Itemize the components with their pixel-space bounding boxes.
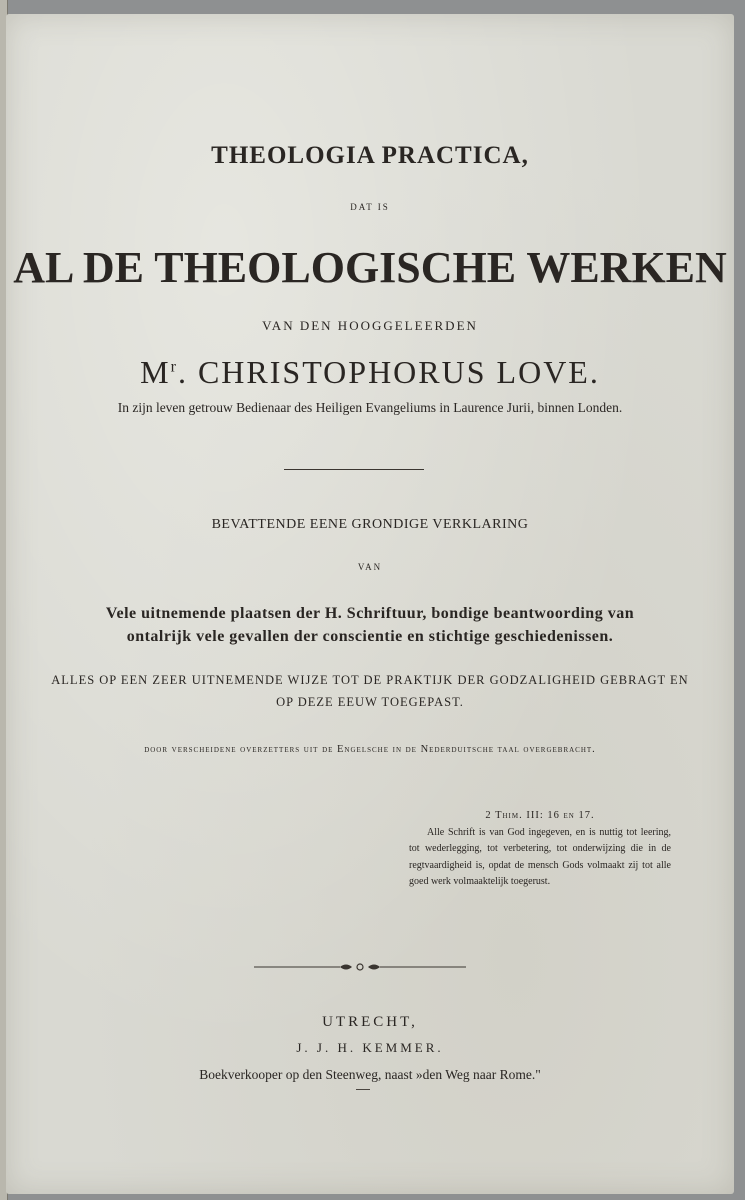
subtitle: VAN DEN HOOGGELEERDEN (262, 318, 478, 333)
closing-rule (356, 1089, 370, 1090)
contents-heading: BEVATTENDE EENE GRONDIGE VERKLARING (211, 517, 529, 532)
author-name: . CHRISTOPHORUS LOVE. (177, 354, 600, 390)
author-description: In zijn leven getrouw Bedienaar des Heiligen Evangeliums in Laurence Jurii, binnen Londen. (117, 400, 623, 415)
title-line-1: THEOLOGIA PRACTICA, (211, 142, 529, 169)
imprint-city: UTRECHT, (322, 1014, 418, 1030)
van-label: VAN (357, 562, 383, 572)
author-prefix: M (140, 354, 171, 390)
scripture-quote (409, 808, 671, 891)
bold-line-1: Vele uitnemende plaatsen der H. Schriftuur, bondige beantwoording van (105, 605, 635, 622)
caps-line-1: ALLES OP EEN ZEER UITNEMENDE WIJZE TOT DE PRAKTIJK DER GODZALIGHEID GEBRAGT EN (51, 673, 689, 687)
title-page (6, 14, 734, 1194)
divider-rule (284, 469, 424, 470)
title-line-2: DAT IS (350, 202, 390, 212)
translators-line: door verscheidene overzetters uit de Engelsche in de Nederduitsche taal overgebracht. (144, 744, 596, 755)
main-title: AL DE THEOLOGISCHE WERKEN (13, 243, 727, 292)
ornament-divider (254, 960, 466, 974)
imprint-publisher: J. J. H. KEMMER. (296, 1040, 444, 1055)
imprint-address: Boekverkooper op den Steenweg, naast »den Weg naar Rome." (199, 1067, 541, 1082)
quote-text: Alle Schrift is van God ingegeven, en is nuttig tot leering, tot wederlegging, tot verbetering, tot onderwijzing die in de regtvaardigheid is, opdat de mensch Gods volmaakt zij tot alle goed werk volmaaktelijk toegerust. (409, 826, 671, 887)
author-line (6, 354, 734, 391)
author-sup: r (170, 358, 178, 376)
caps-line-2: OP DEZE EEUW TOEGEPAST. (276, 695, 464, 709)
bold-line-2: ontalrijk vele gevallen der conscientie en stichtige geschiedenissen. (126, 628, 614, 645)
quote-reference: 2 Thim. III: 16 en 17. (485, 810, 595, 821)
